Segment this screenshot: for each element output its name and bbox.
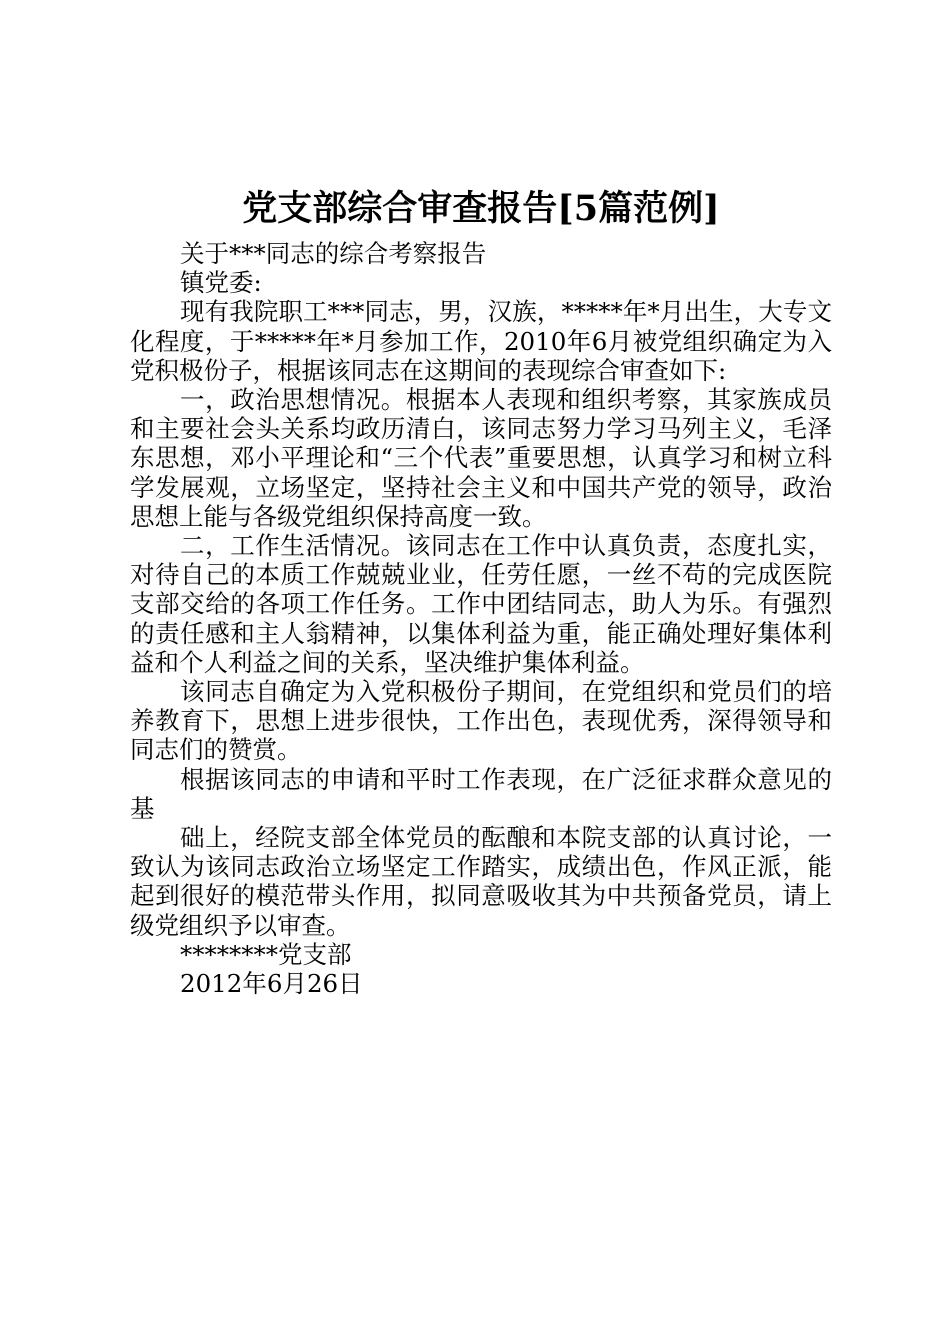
paragraph-conclusion: 础上，经院支部全体党员的酝酿和本院支部的认真讨论，一致认为该同志政治立场坚定工作踏实，成绩出色，作风正派，能起到很好的模范带头作用，拟同意吸收其为中共预备党员，请上级党组织予以审查。 bbox=[130, 823, 832, 940]
paragraph-activist-period: 该同志自确定为入党积极份子期间，在党组织和党员们的培养教育下，思想上进步很快，工作出色，表现优秀，深得领导和同志们的赞赏。 bbox=[130, 677, 832, 765]
report-subtitle: 关于***同志的综合考察报告 bbox=[180, 239, 487, 268]
signature: ********党支部 bbox=[180, 939, 352, 969]
paragraph-basis: 根据该同志的申请和平时工作表现，在广泛征求群众意见的基 bbox=[130, 764, 832, 823]
document-title: 党支部综合审查报告[5篇范例] bbox=[242, 188, 720, 229]
paragraph-political: 一，政治思想情况。根据本人表现和组织考察，其家族成员和主要社会头关系均政历清白，该同志努力学习马列主义，毛泽东思想，邓小平理论和“三个代表”重要思想，认真学习和树立科学发展观，立场坚定，坚持社会主义和中国共产党的领导，政治思想上能与各级党组织保持高度一致。 bbox=[130, 385, 832, 531]
document-date: 2012年6月26日 bbox=[180, 969, 363, 999]
paragraph-work-life: 二，工作生活情况。该同志在工作中认真负责，态度扎实，对待自己的本质工作兢兢业业，任劳任愿，一丝不苟的完成医院支部交给的各项工作任务。工作中团结同志，助人为乐。有强烈的责任感和主人翁精神，以集体利益为重，能正确处理好集体利益和个人利益之间的关系，坚决维护集体利益。 bbox=[130, 531, 832, 677]
document-page bbox=[130, 185, 832, 998]
paragraph-intro: 现有我院职工***同志，男，汉族，*****年*月出生，大专文化程度，于*****年*月参加工作，2010年6月被党组织确定为入党积极份子，根据该同志在这期间的表现综合审查如下: bbox=[130, 297, 832, 385]
salutation: 镇党委: bbox=[180, 268, 262, 298]
